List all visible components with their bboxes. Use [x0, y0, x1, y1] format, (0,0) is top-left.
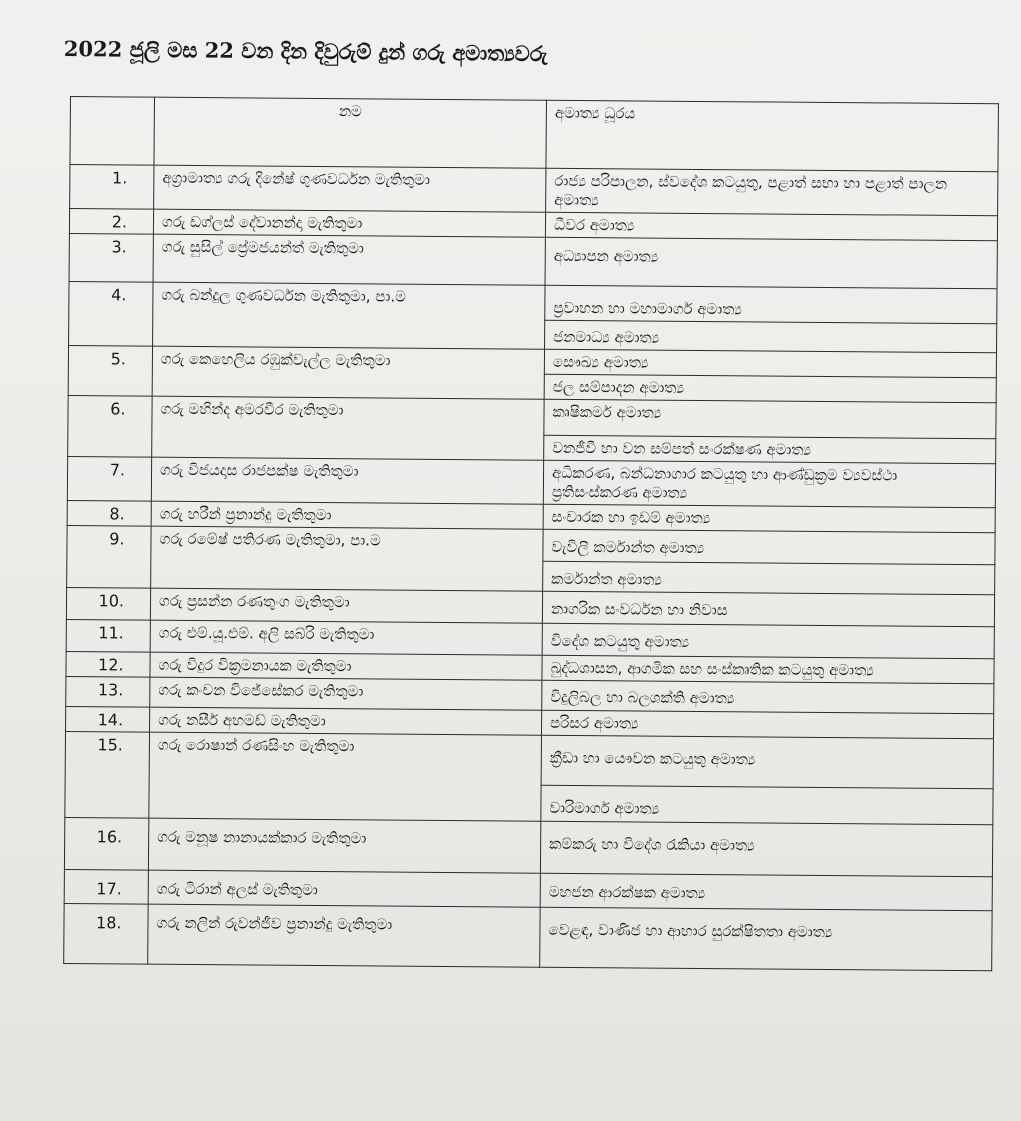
portfolio-cell	[541, 735, 993, 789]
minister-name: ගරු විජයදාස රාජපක්ෂ මැතිතුමා	[151, 457, 543, 504]
document-title: 2022 ජූලි මස 22 වන දින දිවුරුම් දුන් ගරු අමාත්‍යවරු	[63, 36, 548, 67]
portfolio-cell: සංචාරක හා ඉඩම් අමාත්‍ය	[543, 504, 995, 533]
portfolio-text: අධ්‍යාපන අමාත්‍ය	[553, 246, 659, 266]
table-row	[67, 456, 995, 507]
header-portfolio: අමාත්‍ය ධූරය	[546, 100, 999, 172]
minister-name	[148, 870, 540, 907]
portfolio-cell	[545, 320, 997, 353]
minister-name: ගරු කංචන විජේසේකර මැතිතුමා	[150, 677, 542, 710]
row-number: 11.	[66, 619, 150, 652]
row-number-text: 17.	[96, 879, 122, 899]
portfolio-cell	[540, 907, 992, 971]
table-row	[64, 817, 992, 876]
row-number: 13.	[66, 676, 150, 707]
ministers-table	[63, 96, 999, 971]
portfolio-cell: වනජීවී හා වන සම්පත් සංරක්ෂණ අමාත්‍ය	[544, 435, 996, 464]
minister-name: අග්‍රාමාත්‍ය ගරු දිනේෂ් ගුණවර්ධන මැතිතුමා	[154, 165, 546, 212]
portfolio-cell: කෘෂිකර්ම අමාත්‍ය	[544, 399, 996, 439]
portfolio-text: කම්කරු හා විදේශ රැකියා අමාත්‍ය	[549, 834, 755, 855]
minister-name: ගරු සුසිල් ප්‍රේමජයන්ත් මැතිතුමා	[153, 234, 545, 285]
table-row	[64, 903, 992, 970]
portfolio-cell	[542, 623, 994, 659]
table-row	[70, 165, 998, 216]
row-number: 7.	[67, 456, 151, 501]
portfolio-text: වැවිලි කර්මාන්ත අමාත්‍ය	[551, 537, 705, 557]
row-number: 2.	[69, 209, 153, 235]
minister-name: ගරු රොෂාන් රණසිංහ මැතිතුමා	[149, 732, 542, 821]
portfolio-text: නාගරික සංවර්ධන හා නිවාස	[550, 599, 728, 620]
row-number: 14.	[66, 706, 150, 732]
row-number: 4.	[69, 281, 154, 346]
row-number: 8.	[67, 500, 151, 526]
row-number: 10.	[66, 587, 150, 620]
portfolio-cell	[545, 237, 997, 289]
portfolio-cell: අධිකරණ, බන්ධනාගාර කටයුතු හා ආණ්ඩුක්‍රම ව්‍යවස්ථා ප්‍රතිසංස්කරණ අමාත්‍ය	[543, 460, 995, 508]
portfolio-text: වාරිමාර්ග අමාත්‍ය	[549, 798, 660, 818]
minister-name-text: ගරු ටිරාන් අලස් මැතිතුමා	[156, 879, 318, 899]
portfolio-cell: රාජ්‍ය පරිපාලන, ස්වදේශ කටයුතු, පළාත් සභා හා පළාත් පාලන අමාත්‍ය	[546, 168, 998, 216]
portfolio-cell	[542, 591, 994, 627]
portfolio-cell	[542, 680, 994, 714]
portfolio-cell: ධීවර අමාත්‍ය	[545, 212, 997, 241]
portfolio-text: ක්‍රීඩා හා යෞවන කටයුතු අමාත්‍ය	[549, 748, 756, 769]
minister-name	[148, 904, 540, 967]
row-number: 12.	[66, 651, 150, 677]
minister-name: ගරු හරීන් ප්‍රනාන්දු මැතිතුමා	[151, 501, 543, 529]
row-number-text: 16.	[96, 827, 123, 847]
portfolio-text: කර්මාන්ත අමාත්‍ය	[551, 569, 662, 589]
table-row	[69, 281, 997, 323]
portfolio-cell	[543, 529, 995, 565]
portfolio-cell	[541, 785, 993, 825]
header-number	[70, 97, 155, 166]
portfolio-cell: සෞඛ්‍ය අමාත්‍ය	[544, 349, 996, 378]
row-number: 6.	[68, 395, 152, 457]
row-number: 1.	[70, 165, 154, 210]
row-number	[64, 903, 148, 964]
row-number: 3.	[69, 233, 153, 282]
table-row	[65, 731, 993, 788]
minister-name-text: ගරු නලින් රුවන්ජීව ප්‍රනාන්දු මැතිතුමා	[156, 913, 393, 934]
row-number	[64, 817, 148, 870]
minister-name: ගරු කෙහෙලිය රඹුක්වැල්ල මැතිතුමා	[152, 346, 544, 399]
row-number: 5.	[68, 345, 152, 396]
portfolio-cell: පරිසර අමාත්‍ය	[541, 710, 993, 739]
portfolio-text: විදුලිබල හා බලශක්ති අමාත්‍ය	[550, 687, 735, 708]
portfolio-cell	[545, 285, 997, 324]
portfolio-cell	[540, 821, 992, 877]
ministers-table-wrapper	[63, 96, 999, 971]
minister-name: ගරු රමේෂ් පතිරණ මැතිතුමා, පා.ම	[151, 526, 543, 591]
minister-name: ගරු ඩග්ලස් දේවානන්දා මැතිතුමා	[153, 209, 545, 237]
table-row	[67, 525, 995, 564]
portfolio-cell	[540, 873, 992, 911]
row-number-text: 18.	[95, 913, 122, 933]
portfolio-text: ජනමාධ්‍ය අමාත්‍ය	[553, 327, 660, 347]
portfolio-text: විදේශ කටයුතු අමාත්‍ය	[550, 631, 690, 651]
portfolio-cell: බුද්ධශාසන, ආගමික සහ සංස්කෘතික කටයුතු අමාත්‍ය	[542, 655, 994, 684]
minister-name: ගරු මහින්ද අමරවීර මැතිතුමා	[152, 396, 544, 460]
row-number: 15.	[65, 731, 150, 818]
header-name: නම	[154, 97, 547, 168]
portfolio-text: ප්‍රවාහන හා මහාමාර්ග අමාත්‍ය	[553, 298, 742, 319]
minister-name	[148, 818, 540, 873]
minister-name: ගරු විදුර වික්‍රමනායක මැතිතුමා	[150, 652, 542, 680]
table-header-row	[70, 97, 999, 172]
portfolio-text: වෙළඳ, වාණිජ හා ආහාර සුරක්ෂිතතා අමාත්‍ය	[548, 920, 833, 942]
row-number: 9.	[67, 525, 151, 588]
portfolio-cell	[543, 561, 995, 595]
portfolio-cell: ජල සම්පාදන අමාත්‍ය	[544, 374, 996, 403]
minister-name: ගරු බන්දුල ගුණවර්ධන මැතිතුමා, පා.ම	[153, 282, 545, 349]
minister-name-text: ගරු මනූෂ නානායක්කාර මැතිතුමා	[157, 827, 367, 848]
minister-name: ගරු නසීර් අහමඩ් මැතිතුමා	[150, 707, 542, 735]
table-row	[68, 395, 996, 438]
minister-name: ගරු ප්‍රසන්න රණතුංග මැතිතුමා	[150, 588, 542, 623]
row-number	[64, 869, 148, 904]
table-row	[69, 233, 997, 288]
portfolio-text: මහජන ආරක්ෂක අමාත්‍ය	[548, 882, 706, 903]
minister-name: ගරු එම්.යූ.එම්. අලි සබ්රි මැතිතුමා	[150, 620, 542, 655]
